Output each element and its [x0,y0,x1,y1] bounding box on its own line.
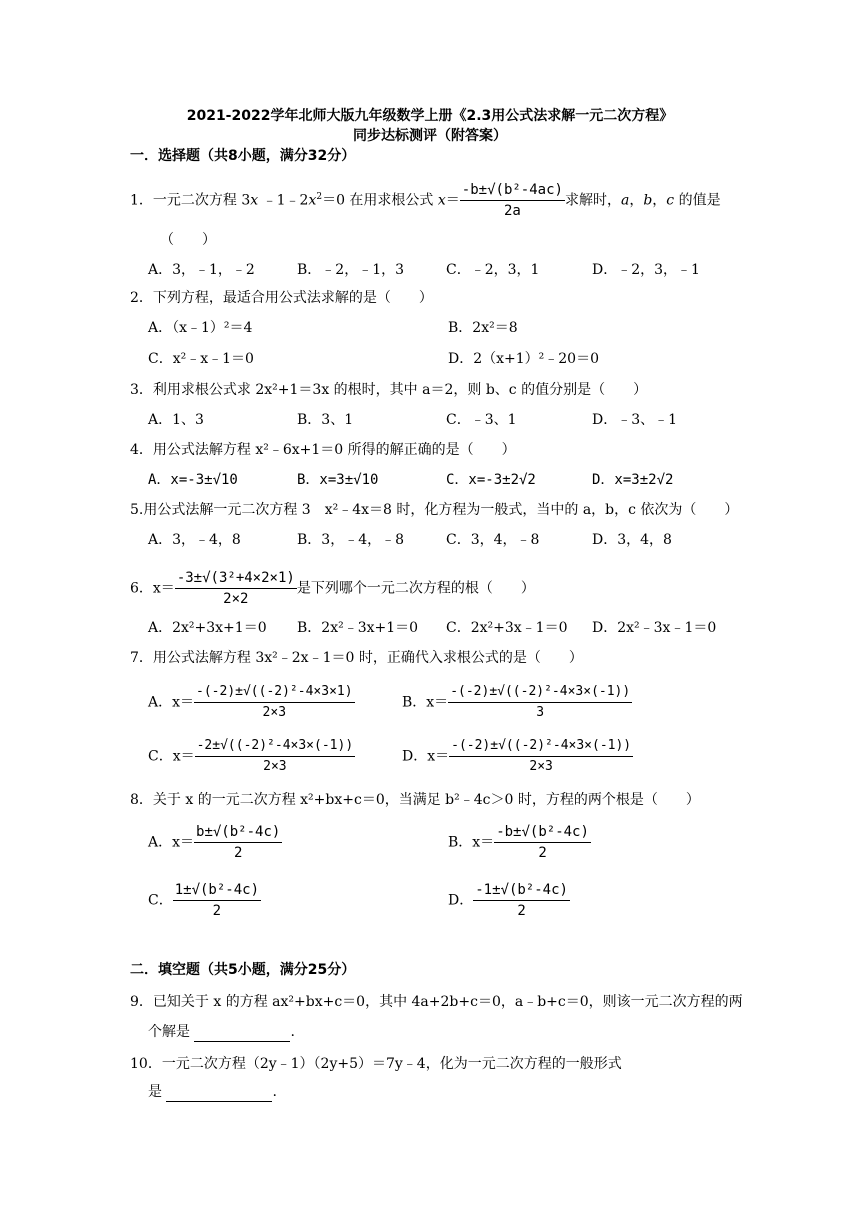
q10-answer-blank[interactable] [166,1085,272,1102]
q2-option-c[interactable]: C．x²﹣x﹣1＝0 [148,351,254,367]
q8-option-b[interactable]: B．x＝ $\frac{\text{-b±√(b²-4c)}}{2}$ [448,824,589,861]
question-1-stem: 1．一元二次方程 3x $﹣1﹣2x^2=0$ 在用求根公式 x＝ $\frac{\text{-b±√(b²-4ac)}}{2a}$ 求解时，a，b，c 的值是 [130,182,721,219]
q7-b-fraction: $\frac{\text{-(-2)±√((-2)²-4×3×(-1))}}{3}$ [450,684,631,720]
q6-option-a[interactable]: A．2x²+3x+1＝0 [148,620,267,636]
question-6-stem: 6．x＝ $\frac{\text{-3±√(3²+4×2×1)}}{2\times 2}$ 是下列哪个一元二次方程的根（ ） [130,570,535,607]
question-7-stem: 7．用公式法解方程 3x²﹣2x﹣1＝0 时，正确代入求根公式的是（ ） [130,650,583,666]
q5-option-a[interactable]: A．3，﹣4，8 [148,532,241,548]
q1-root-formula: $\frac{\text{-b±√(b²-4ac)}}{2a}$ [461,182,563,219]
question-1-bracket: （ ） [160,232,216,248]
q4-option-a[interactable]: A．x=-3±√10 [148,472,238,488]
section-heading-fill: 二．填空题（共5小题，满分25分） [130,962,356,978]
q4-option-c[interactable]: C．x=-3±2√2 [446,472,536,488]
q8-b-fraction: $\frac{\text{-b±√(b²-4c)}}{2}$ [496,824,589,861]
q8-option-d[interactable]: D． $\frac{\text{-1±√(b²-4c)}}{2}$ [448,882,568,919]
question-5-stem: 5.用公式法解一元二次方程 3 x²﹣4x＝8 时，化方程为一般式，当中的 a，b，c 依次为（ ） [130,502,739,518]
q3-option-b[interactable]: B．3、1 [297,412,354,428]
q4-option-b[interactable]: B．x=3±√10 [297,472,379,488]
question-4-stem: 4．用公式法解方程 x²﹣6x+1＝0 所得的解正确的是（ ） [130,442,516,458]
question-10-answer-line: 是 . [148,1084,277,1100]
q1-option-b[interactable]: B．﹣2，﹣1，3 [297,262,405,278]
q7-c-fraction: $\frac{\text{-2±√((-2)²-4×3×(-1))}}{2\times 3}$ [196,738,354,774]
q7-a-fraction: $\frac{\text{-(-2)±√((-2)²-4×3×1)}}{2\times 3}$ [196,684,353,720]
q6-option-b[interactable]: B．2x²﹣3x+1＝0 [297,620,419,636]
question-9-answer-line: 个解是 . [148,1024,295,1040]
q3-option-a[interactable]: A．1、3 [148,412,204,428]
q5-option-c[interactable]: C．3，4，﹣8 [446,532,540,548]
section-heading-choice: 一．选择题（共8小题，满分32分） [130,148,356,164]
q2-option-b[interactable]: B．2x²＝8 [448,320,518,336]
q3-option-d[interactable]: D．﹣3、﹣1 [592,412,678,428]
q6-fraction: $\frac{\text{-3±√(3²+4×2×1)}}{2\times 2}$ [176,570,295,607]
q3-option-c[interactable]: C．﹣3、1 [446,412,517,428]
q7-option-c[interactable]: C．x＝ $\frac{\text{-2±√((-2)²-4×3×(-1))}}{2\times 3}$ [148,736,355,777]
q2-option-a[interactable]: A．（x﹣1）²＝4 [148,320,253,336]
q1-option-c[interactable]: C．﹣2，3，1 [446,262,540,278]
q1-option-a[interactable]: A．3，﹣1，﹣2 [148,262,255,278]
q7-option-d[interactable]: D．x＝ $\frac{\text{-(-2)±√((-2)²-4×3×(-1))}}{2\times 3}$ [402,736,633,777]
q9-answer-blank[interactable] [194,1025,290,1042]
question-2-stem: 2．下列方程，最适合用公式法求解的是（ ） [130,290,433,306]
q8-d-fraction: $\frac{\text{-1±√(b²-4c)}}{2}$ [475,882,568,919]
q5-option-d[interactable]: D．3，4，8 [592,532,672,548]
q6-option-d[interactable]: D．2x²﹣3x﹣1＝0 [592,620,717,636]
question-3-stem: 3．利用求根公式求 2x²+1＝3x 的根时，其中 a＝2，则 b、c 的值分别是（ ） [130,382,648,398]
question-8-stem: 8．关于 x 的一元二次方程 x²+bx+c＝0，当满足 b²﹣4c＞0 时，方程的两个根是（ ） [130,792,700,808]
q7-option-b[interactable]: B．x＝ $\frac{\text{-(-2)±√((-2)²-4×3×(-1))}}{3}$ [402,682,632,723]
q5-option-b[interactable]: B．3，﹣4，﹣8 [297,532,405,548]
question-9-stem: 9．已知关于 x 的方程 ax²+bx+c＝0，其中 4a+2b+c＝0，a﹣b+c＝0，则该一元二次方程的两 [130,994,743,1010]
q7-option-a[interactable]: A．x＝ $\frac{\text{-(-2)±√((-2)²-4×3×1)}}{2\times 3}$ [148,682,355,723]
q8-c-fraction: $\frac{\text{1±√(b²-4c)}}{2}$ [174,882,260,919]
q8-option-c[interactable]: C． $\frac{\text{1±√(b²-4c)}}{2}$ [148,882,260,919]
q6-option-c[interactable]: C．2x²+3x﹣1＝0 [446,620,568,636]
q8-option-a[interactable]: A．x＝ $\frac{\text{b±√(b²-4c)}}{2}$ [148,824,281,861]
question-10-stem: 10．一元二次方程（2y﹣1）（2y+5）＝7y﹣4，化为一元二次方程的一般形式 [130,1056,622,1072]
q7-d-fraction: $\frac{\text{-(-2)±√((-2)²-4×3×(-1))}}{2\times 3}$ [451,738,632,774]
q8-a-fraction: $\frac{\text{b±√(b²-4c)}}{2}$ [196,824,281,861]
q1-option-d[interactable]: D．﹣2，3，﹣1 [592,262,700,278]
q2-option-d[interactable]: D．2（x+1）²﹣20＝0 [448,351,599,367]
page-subtitle: 同步达标测评（附答案） [353,128,507,144]
q4-option-d[interactable]: D．x=3±2√2 [592,472,674,488]
page-title: 2021-2022学年北师大版九年级数学上册《2.3用公式法求解一元二次方程》 [186,108,674,124]
